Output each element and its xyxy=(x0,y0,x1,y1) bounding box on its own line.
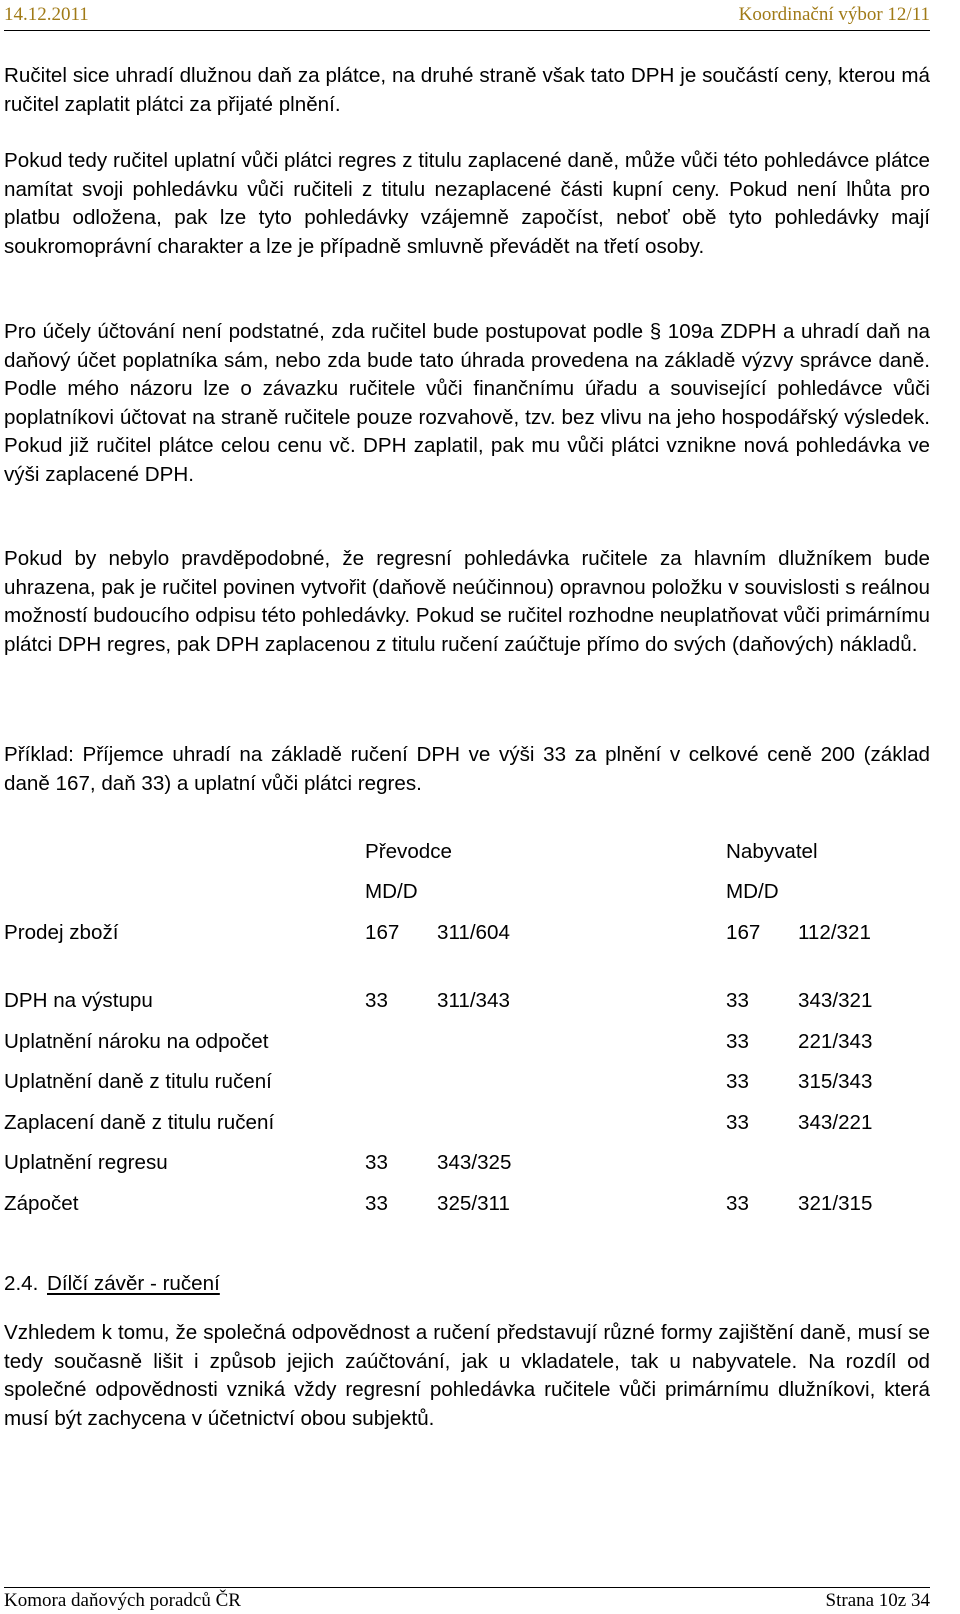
table-cell: 321/315 xyxy=(798,1192,873,1215)
table-cell: 167 xyxy=(365,921,400,944)
table-cell: 33 xyxy=(726,1070,749,1093)
subheader-md-d: MD/D xyxy=(726,880,779,903)
column-header-transferor: Převodce xyxy=(365,840,453,863)
table-row-label: Uplatnění nároku na odpočet xyxy=(4,1030,269,1053)
table-cell: 33 xyxy=(726,1111,749,1134)
table-cell: 33 xyxy=(726,1192,749,1215)
header-meeting: Koordinační výbor 12/11 xyxy=(738,4,930,25)
paragraph-1: Ručitel sice uhradí dlužnou daň za plátce, na druhé straně však tato DPH je součástí ceny, kterou má ručitel zaplatit plátci za přijaté plnění. xyxy=(4,64,930,116)
table-cell: 343/321 xyxy=(798,989,873,1012)
table-cell: 33 xyxy=(726,989,749,1012)
table-row-label: DPH na výstupu xyxy=(4,989,153,1012)
table-row-label: Zaplacení daně z titulu ručení xyxy=(4,1111,275,1134)
section-title: Dílčí závěr - ručení xyxy=(47,1272,220,1295)
table-row-label: Uplatnění daně z titulu ručení xyxy=(4,1070,272,1093)
table-cell: 33 xyxy=(726,1030,749,1053)
section-number: 2.4. xyxy=(4,1272,39,1295)
column-header-acquirer: Nabyvatel xyxy=(726,840,818,863)
paragraph-2: Pokud tedy ručitel uplatní vůči plátci regres z titulu zaplacené daně, může vůči této pohledávce plátce namítat svoji pohledávku vůči ručiteli z titulu nezaplacené části kupní ceny. Pokud není lhůta pro platbu odložena, pak lze tyto pohledávky vzájemně započíst, neboť obě tyto pohledávky mají soukromoprávní charakter a lze je případně smluvně převádět na třetí osoby. xyxy=(4,149,930,258)
paragraph-conclusion: Vzhledem k tomu, že společná odpovědnost a ručení představují různé formy zajištění daně, musí se tedy současně lišit i způsob jejich zaúčtování, jak u vkladatele, tak u nabyvatele. Na rozdíl od společné odpovědnosti vzniká vždy regresní pohledávka ručitele vůči primárnímu dlužníkovi, která musí být zachycena v účetnictví obou subjektů. xyxy=(4,1321,930,1430)
table-cell: 167 xyxy=(726,921,761,944)
paragraph-3: Pro účely účtování není podstatné, zda ručitel bude postupovat podle § 109a ZDPH a uhradí daň na daňový účet poplatníka sám, nebo zda bude tato úhrada provedena na základě výzvy správce daně. Podle mého názoru lze o závazku ručitele vůči finančnímu úřadu a související pohledávce vůči poplatníkovi účtovat na straně ručitele pouze rozvahově, tzv. bez vlivu na jeho hospodářský výsledek. Pokud již ručitel plátce celou cenu vč. DPH zaplatil, pak mu vůči plátci vznikne nová pohledávka ve výši zaplacené DPH. xyxy=(4,320,930,486)
table-cell: 311/604 xyxy=(437,921,510,944)
table-cell: 311/343 xyxy=(437,989,510,1012)
table-cell: 33 xyxy=(365,989,388,1012)
subheader-md-d: MD/D xyxy=(365,880,418,903)
page-footer xyxy=(4,1587,930,1614)
table-cell: 221/343 xyxy=(798,1030,873,1053)
table-cell: 112/321 xyxy=(798,921,871,944)
page-header xyxy=(4,4,930,31)
table-row-label: Prodej zboží xyxy=(4,921,119,944)
table-cell: 33 xyxy=(365,1151,388,1174)
table-row-label: Uplatnění regresu xyxy=(4,1151,168,1174)
footer-page-number: Strana 10z 34 xyxy=(825,1590,930,1611)
paragraph-5: Příklad: Příjemce uhradí na základě ručení DPH ve výši 33 za plnění v celkové ceně 200 (základ daně 167, daň 33) a uplatní vůči plátci regres. xyxy=(4,743,930,795)
table-cell: 325/311 xyxy=(437,1192,510,1215)
table-cell: 315/343 xyxy=(798,1070,873,1093)
table-cell: 343/325 xyxy=(437,1151,512,1174)
table-row-label: Zápočet xyxy=(4,1192,79,1215)
header-date: 14.12.2011 xyxy=(4,4,89,25)
footer-organization: Komora daňových poradců ČR xyxy=(4,1590,241,1611)
table-cell: 33 xyxy=(365,1192,388,1215)
table-cell: 343/221 xyxy=(798,1111,873,1134)
paragraph-4: Pokud by nebylo pravděpodobné, že regresní pohledávka ručitele za hlavním dlužníkem bude uhrazena, pak je ručitel povinen vytvořit (daňově neúčinnou) opravnou položku v souvislosti s reálnou možností budoucího odpisu této pohledávky. Pokud se ručitel rozhodne neuplatňovat vůči primárnímu plátci DPH regres, pak DPH zaplacenou z titulu ručení zaúčtuje přímo do svých (daňových) nákladů. xyxy=(4,547,930,656)
